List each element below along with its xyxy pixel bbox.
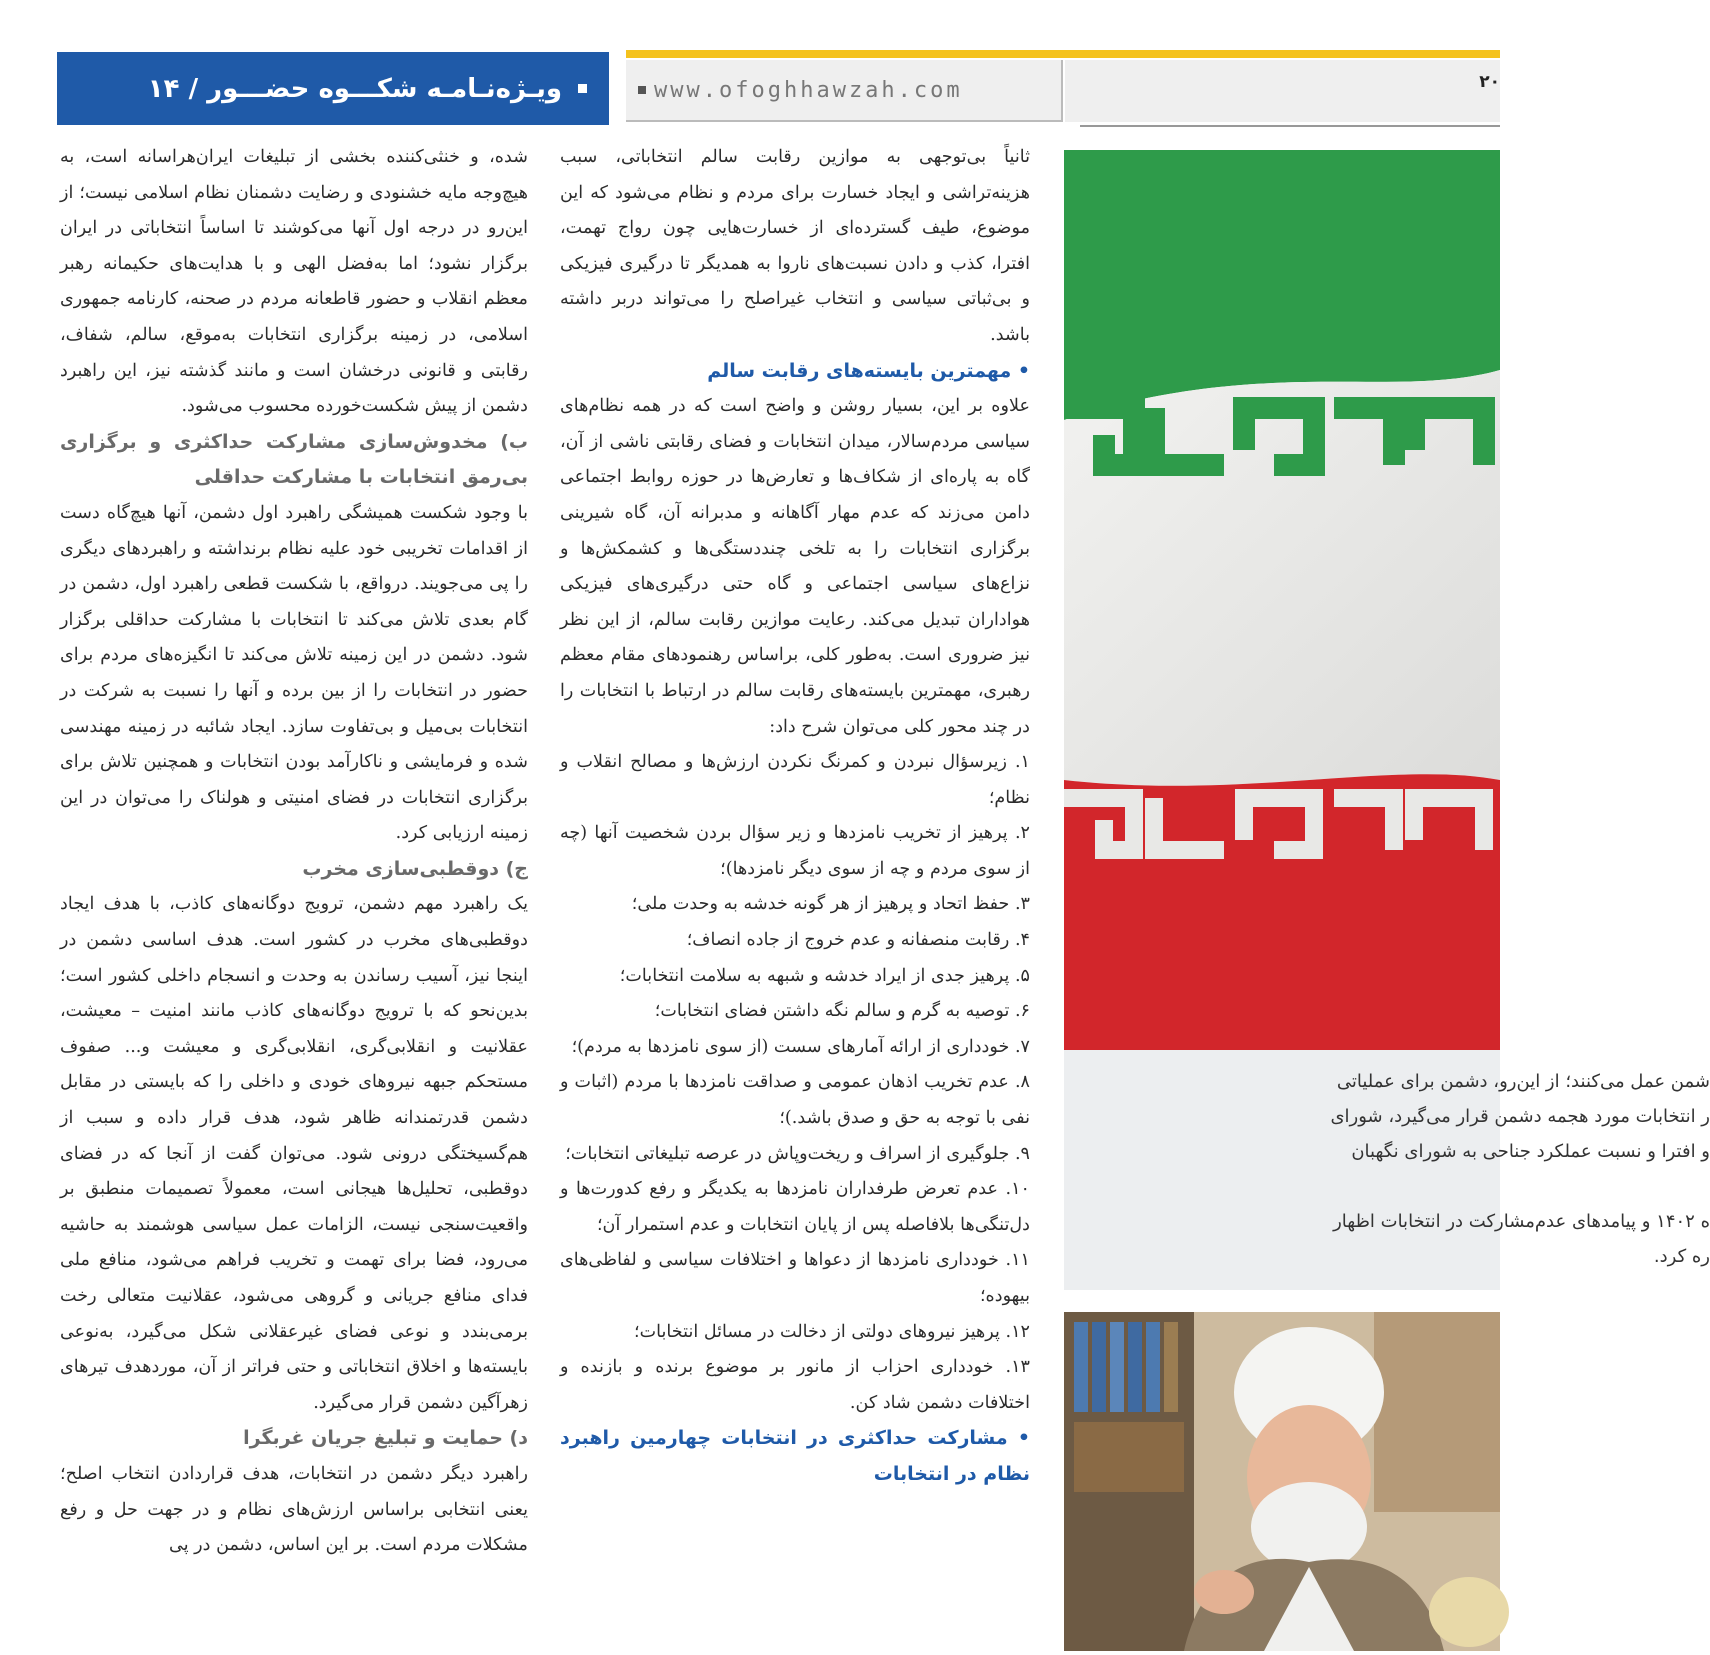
list-item: ۷. خودداری از ارائه آمارهای سست (از سوی نامزدها به مردم)؛ (571, 1036, 1030, 1057)
paragraph: راهبرد دیگر دشمن در انتخابات، هدف قراردادن انتخاب اصلح؛ یعنی انتخابی براساس ارزش‌های نظام و در جهت حل و رفع مشکلات مردم است. بر این اساس، دشمن در پی (60, 1463, 528, 1556)
section-heading: د) حمایت و تبلیغ جریان غربگرا (243, 1427, 528, 1450)
section-heading: • مشارکت حداکثری در انتخابات چهارمین راهبرد نظام در انتخابات (560, 1427, 1030, 1485)
section-heading: ب) مخدوش‌سازی مشارکت حداکثری و برگزاری بی‌رمق انتخابات با مشارکت حداقلی (60, 430, 528, 489)
website-box (626, 60, 1063, 122)
paragraph: شده، و خنثی‌کننده بخشی از تبلیغات ایران‌هراسانه است، به هیچ‌وجه مایه خشنودی و رضایت دشمنان نظام اسلامی نیست؛ از این‌رو در درجه اول آنها می‌کوشند تا اساساً انتخاباتی در ایران برگزار نشود؛ اما به‌فضل الهی و با هدایت‌های حکیمانه رهبر معظم انقلاب و حضور قاطعانه مردم در صحنه، کارنامه جمهوری اسلامی، در زمینه برگزاری انتخابات به‌موقع، سالم، شفاف، رقابتی و قانونی درخشان است و مانند گذشته نیز، این راهبرد دشمن از پیش شکست‌خورده محسوب می‌شود. (60, 147, 528, 417)
publication-title: ویـژه‌نـامـه شکـــوه حضـــور / ۱۴ (147, 73, 562, 104)
url-bullet-icon (638, 86, 646, 94)
header-divider (1080, 125, 1500, 127)
caption-line (1064, 1169, 1710, 1204)
portrait-illustration (1064, 1312, 1500, 1651)
middle-column (560, 140, 1030, 1493)
list-item: ۴. رقابت منصفانه و عدم خروج از جاده انصاف؛ (686, 930, 1030, 951)
section-heading: • مهمترین بایسته‌های رقابت سالم (707, 359, 1030, 382)
image-caption (1064, 1050, 1710, 1290)
list-item: ۹. جلوگیری از اسراف و ریخت‌وپاش در عرصه تبلیغاتی انتخابات؛ (565, 1143, 1030, 1164)
caption-line: ره کرد. (1653, 1246, 1710, 1267)
section-heading: ج) دوقطبی‌سازی مخرب (302, 857, 528, 880)
flag-illustration (1064, 150, 1500, 1050)
caption-line: شمن عمل می‌کنند؛ از این‌رو، دشمن برای عملیاتی (1336, 1071, 1710, 1092)
paragraph: علاوه بر این، بسیار روشن و واضح است که در همه نظام‌های سیاسی مردم‌سالار، میدان انتخابات و فضای رقابتی ناشی از آن، گاه به پاره‌ای از شکاف‌ها و تعارض‌ها در حوزه روابط اجتماعی دامن می‌زند که عدم مهار آگاهانه و مدبرانه آن، گاه شیرینی برگزاری انتخابات را به تلخی چنددستگی‌ها و کشمکش‌ها و نزاع‌های سیاسی اجتماعی و گاه حتی درگیری‌های فیزیکی هواداران تبدیل می‌کند. رعایت موازین رقابت سالم، از این نظر نیز ضروری است. به‌طور کلی، براساس رهنمودهای مقام معظم رهبری، مهمترین بایسته‌های رقابت سالم در ارتباط با انتخابات را در چند محور کلی می‌توان شرح داد: (560, 396, 1030, 737)
list-item: ۱. زیرسؤال نبردن و کمرنگ نکردن ارزش‌ها و مصالح انقلاب و نظام؛ (560, 752, 1030, 808)
website-url[interactable]: www.ofoghhawzah.com (654, 77, 963, 103)
paragraph: یک راهبرد مهم دشمن، ترویج دوگانه‌های کاذب، با هدف ایجاد دوقطبی‌های مخرب در کشور است. هدف اساسی دشمن در اینجا نیز، آسیب رساندن به وحدت و انسجام داخلی کشور است؛ بدین‌نحو که با ترویج دوگانه‌های کاذب مانند امنیت – معیشت، عقلانیت و انقلابی‌گری، انقلابی‌گری و معیشت و... صفوف مستحکم جبهه نیروهای خودی و داخلی را که بایستی در مقابل دشمن قدرتمندانه ظاهر شود، هدف قرار داده و سبب از هم‌گسیختگی درونی شود. می‌توان گفت از آنجا که در فضای دوقطبی، تحلیل‌ها هیجانی است، معمولاً تصمیمات منطبق بر واقعیت‌سنجی نیست، الزامات عمل سیاسی هوشمند به حاشیه می‌رود، فضا برای تهمت و تخریب فراهم می‌شود، منافع ملی فدای منافع جریانی و گروهی می‌شود، عقلانیت متعالی رخت برمی‌بندد و نوعی فضای غیرعقلانی شکل می‌گیرد، به‌نوعی بایسته‌ها و اخلاق انتخاباتی و حتی فراتر از آن، موردهدف تیرهای زهرآگین دشمن قرار می‌گیرد. (60, 894, 528, 1413)
list-item: ۱۱. خودداری نامزدها از دعواها و اختلافات سیاسی و لفاظی‌های بیهوده؛ (560, 1250, 1030, 1306)
paragraph: ثانیاً بی‌توجهی به موازین رقابت سالم انتخاباتی، سبب هزینه‌تراشی و ایجاد خسارت برای مردم و نظام می‌شود که این موضوع، طیف گسترده‌ای از خسارت‌هایی چون رواج تهمت، افترا، کذب و دادن نسبت‌های ناروا به همدیگر تا درگیری فیزیکی و بی‌ثباتی سیاسی و انتخاب غیراصلح را می‌تواند دربر داشته باشد. (560, 147, 1030, 345)
iran-flag-image (1064, 150, 1500, 1050)
caption-line: و افترا و نسبت عملکرد جناحی به شورای نگهبان (1351, 1141, 1710, 1162)
paragraph: با وجود شکست همیشگی راهبرد اول دشمن، آنها هیچ‌گاه دست از اقدامات تخریبی خود علیه نظام برنداشته و راهبردهای دیگری را پی می‌جویند. درواقع، با شکست قطعی راهبرد اول، دشمن در گام بعدی تلاش می‌کند تا انتخابات با مشارکت حداقلی برگزار شود. دشمن در این زمینه تلاش می‌کند تا انگیزه‌های مردم برای حضور در انتخابات را از بین برده و آنها را نسبت به شرکت در انتخابات بی‌میل و بی‌تفاوت سازد. ایجاد شائبه در زمینه مهندسی شده و فرمایشی و ناکارآمد بودن انتخابات و همچنین تلاش برای برگزاری انتخابات در فضای امنیتی و هولناک را می‌توان در این زمینه ارزیابی کرد. (60, 502, 528, 844)
list-item: ۱۲. پرهیز نیروهای دولتی از دخالت در مسائل انتخابات؛ (634, 1321, 1030, 1342)
caption-line: ر انتخابات مورد هجمه دشمن قرار می‌گیرد، شورای (1330, 1106, 1710, 1127)
caption-line: ه ۱۴۰۲ و پیامدهای عدم‌مشارکت در انتخابات اظهار (1333, 1211, 1710, 1232)
header-gray-band (1065, 60, 1500, 122)
list-item: ۱۳. خودداری احزاب از مانور بر موضوع برنده و بازنده و اختلافات دشمن شاد کن. (560, 1357, 1030, 1413)
list-item: ۱۰. عدم تعرض طرفداران نامزدها به یکدیگر و رفع کدورت‌ها و دل‌تنگی‌ها بلافاصله پس از پایان انتخابات و عدم استمرار آن؛ (560, 1179, 1030, 1235)
left-column (60, 140, 528, 1564)
list-item: ۵. پرهیز جدی از ایراد خدشه و شبهه به سلامت انتخابات؛ (619, 965, 1030, 986)
page-number: ۲۰ (1479, 72, 1500, 92)
cleric-portrait-photo (1064, 1312, 1500, 1651)
list-item: ۶. توصیه به گرم و سالم نگه داشتن فضای انتخابات؛ (654, 1001, 1030, 1022)
list-item: ۸. عدم تخریب اذهان عمومی و صداقت نامزدها با مردم (اثبات و نفی با توجه به حق و صدق باشد.)؛ (560, 1072, 1030, 1129)
header-accent-bar (626, 50, 1500, 58)
banner-bullet-icon (578, 84, 587, 93)
list-item: ۲. پرهیز از تخریب نامزدها و زیر سؤال بردن شخصیت آنها (چه از سوی مردم و چه از سوی دیگر نامزدها)؛ (560, 823, 1030, 879)
list-item: ۳. حفظ اتحاد و پرهیز از هر گونه خدشه به وحدت ملی؛ (631, 894, 1030, 915)
publication-banner (57, 52, 609, 125)
